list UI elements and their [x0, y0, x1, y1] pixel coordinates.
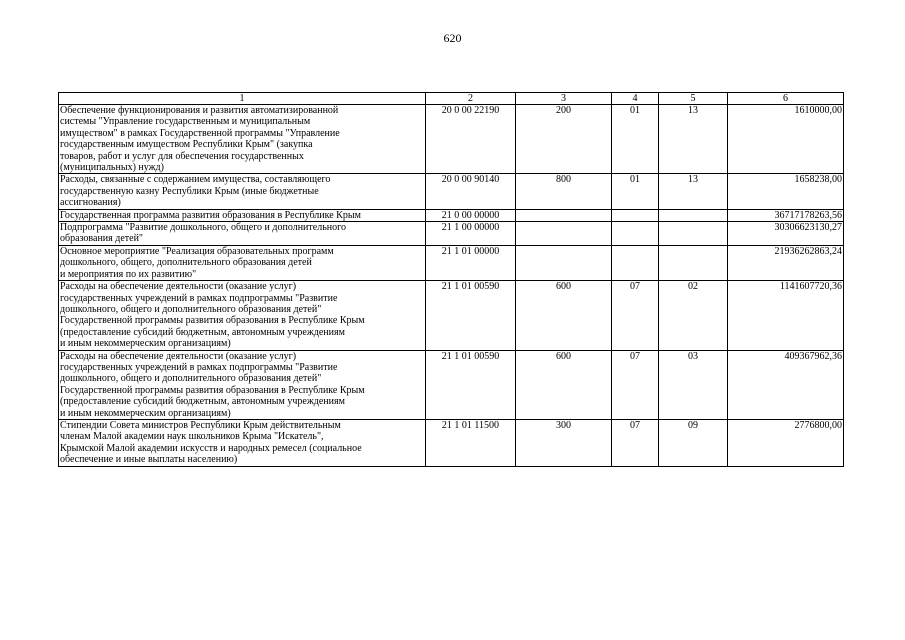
- subsection-cell: 13: [659, 174, 728, 209]
- subsection-cell: 03: [659, 350, 728, 419]
- expense-type-cell: 600: [516, 281, 612, 350]
- target-article-cell: 21 1 00 00000: [426, 222, 516, 246]
- item-name-cell: Подпрограмма "Развитие дошкольного, общего и дополнительного образования детей": [59, 222, 426, 246]
- target-article-cell: 21 1 01 00590: [426, 350, 516, 419]
- target-article-cell: 20 0 00 22190: [426, 105, 516, 174]
- target-article-cell: 21 1 01 00000: [426, 245, 516, 280]
- table-row: [59, 281, 844, 350]
- table-row: [59, 105, 844, 174]
- section-cell: 07: [612, 350, 659, 419]
- section-cell: 07: [612, 419, 659, 466]
- amount-cell: 30306623130,27: [728, 222, 844, 246]
- section-cell: [612, 245, 659, 280]
- subsection-cell: [659, 245, 728, 280]
- column-header-1: 1: [59, 93, 426, 105]
- table-row: [59, 245, 844, 280]
- page-number: 620: [443, 31, 462, 45]
- amount-cell: 21936262863,24: [728, 245, 844, 280]
- expense-type-cell: [516, 222, 612, 246]
- amount-cell: 1141607720,36: [728, 281, 844, 350]
- table-row: [59, 209, 844, 221]
- target-article-cell: 21 0 00 00000: [426, 209, 516, 221]
- item-name-cell: Расходы на обеспечение деятельности (оказание услуг) государственных учреждений в рамках подпрограммы "Развитие дошкольного, общего и дополнительного образования детей" Государственной программы развития образования в Республике Крым (предоставление субсидий бюджетным, автономным учреждениям и иным некоммерческим организациям): [59, 350, 426, 419]
- item-name-cell: Расходы на обеспечение деятельности (оказание услуг) государственных учреждений в рамках подпрограммы "Развитие дошкольного, общего и дополнительного образования детей" Государственной программы развития образования в Республике Крым (предоставление субсидий бюджетным, автономным учреждениям и иным некоммерческим организациям): [59, 281, 426, 350]
- table-row: [59, 350, 844, 419]
- subsection-cell: 13: [659, 105, 728, 174]
- item-name-cell: Основное мероприятие "Реализация образовательных программ дошкольного, общего, дополнительного образования детей и мероприятия по их развитию": [59, 245, 426, 280]
- item-name-cell: Государственная программа развития образования в Республике Крым: [59, 209, 426, 221]
- expense-type-cell: 800: [516, 174, 612, 209]
- subsection-cell: 09: [659, 419, 728, 466]
- table-row: [59, 222, 844, 246]
- section-cell: 07: [612, 281, 659, 350]
- subsection-cell: [659, 209, 728, 221]
- budget-table: [58, 92, 844, 467]
- amount-cell: 1610000,00: [728, 105, 844, 174]
- column-header-4: 4: [612, 93, 659, 105]
- amount-cell: 1658238,00: [728, 174, 844, 209]
- target-article-cell: 20 0 00 90140: [426, 174, 516, 209]
- column-header-5: 5: [659, 93, 728, 105]
- section-cell: 01: [612, 105, 659, 174]
- target-article-cell: 21 1 01 00590: [426, 281, 516, 350]
- table-header-row: [59, 93, 844, 105]
- item-name-cell: Обеспечение функционирования и развития автоматизированной системы "Управление государственным и муниципальным имуществом" в рамках Государственной программы "Управление государственным имуществом Республики Крым" (закупка товаров, работ и услуг для обеспечения государственных (муниципальных) нужд): [59, 105, 426, 174]
- subsection-cell: 02: [659, 281, 728, 350]
- column-header-6: 6: [728, 93, 844, 105]
- amount-cell: 2776800,00: [728, 419, 844, 466]
- expense-type-cell: 600: [516, 350, 612, 419]
- expense-type-cell: 200: [516, 105, 612, 174]
- expense-type-cell: [516, 209, 612, 221]
- section-cell: 01: [612, 174, 659, 209]
- item-name-cell: Стипендии Совета министров Республики Крым действительным членам Малой академии наук школьников Крыма "Искатель", Крымской Малой академии искусств и народных ремесел (социальное обеспечение и иные выплаты населению): [59, 419, 426, 466]
- expense-type-cell: 300: [516, 419, 612, 466]
- item-name-cell: Расходы, связанные с содержанием имущества, составляющего государственную казну Республики Крым (иные бюджетные ассигнования): [59, 174, 426, 209]
- subsection-cell: [659, 222, 728, 246]
- target-article-cell: 21 1 01 11500: [426, 419, 516, 466]
- table-row: [59, 174, 844, 209]
- table-row: [59, 419, 844, 466]
- column-header-2: 2: [426, 93, 516, 105]
- section-cell: [612, 209, 659, 221]
- section-cell: [612, 222, 659, 246]
- amount-cell: 409367962,36: [728, 350, 844, 419]
- expense-type-cell: [516, 245, 612, 280]
- amount-cell: 36717178263,56: [728, 209, 844, 221]
- column-header-3: 3: [516, 93, 612, 105]
